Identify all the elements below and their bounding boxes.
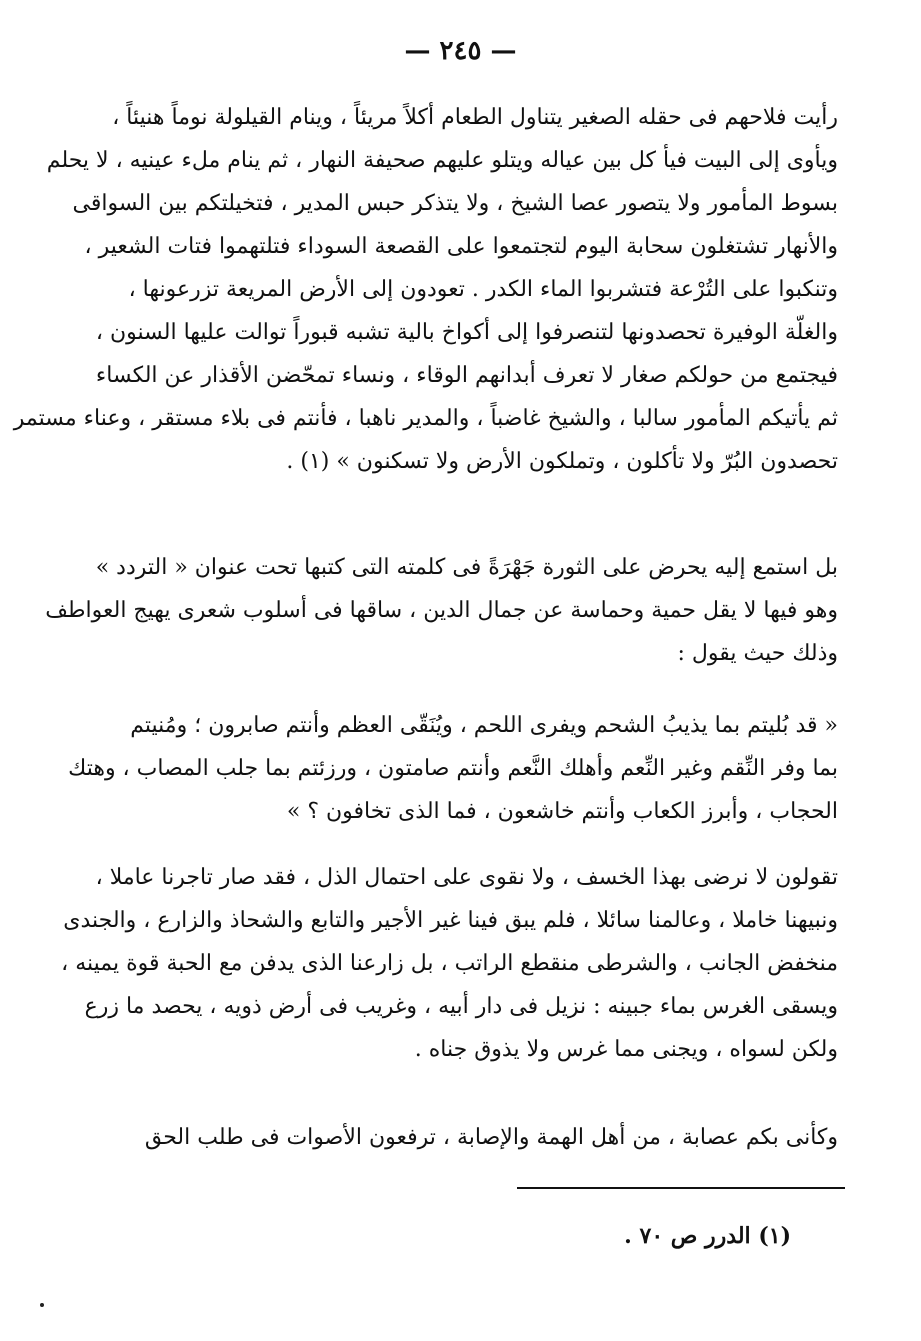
text-line: الحجاب ، وأبرز الكعاب وأنتم خاشعون ، فما الذى تخافون ؟ » bbox=[286, 799, 838, 824]
text-line: ويأوى إلى البيت فيأ كل بين عياله ويتلو عليهم صحيفة النهار ، ثم ينام ملء عينيه ، لا يحلم bbox=[46, 148, 838, 173]
text-line: وتنكبوا على التُرْعة فتشربوا الماء الكدر . تعودون إلى الأرض المريعة تزرعونها ، bbox=[128, 277, 838, 302]
text-line: وهو فيها لا يقل حمية وحماسة عن جمال الدين ، ساقها فى أسلوب شعرى يهيج العواطف bbox=[45, 598, 838, 623]
quote-paragraph bbox=[68, 704, 838, 833]
text-line: والغلّة الوفيرة تحصدونها لتنصرفوا إلى أكواخ بالية تشبه قبوراً توالت عليها السنون ، bbox=[95, 320, 838, 345]
text-line: ونبيهنا خاملا ، وعالمنا سائلا ، فلم يبق فينا غير الأجير والتابع والشحاذ والزارع ، والجندى bbox=[63, 908, 838, 933]
page-number: — ٢٤٥ — bbox=[404, 36, 517, 66]
text-line: وكأنى بكم عصابة ، من أهل الهمة والإصابة ، ترفعون الأصوات فى طلب الحق bbox=[144, 1125, 838, 1150]
text-line: رأيت فلاحهم فى حقله الصغير يتناول الطعام أكلاً مريئاً ، وينام القيلولة نوماً هنيئاً ، bbox=[112, 105, 838, 130]
paragraph-5 bbox=[100, 1116, 838, 1159]
text-line: « قد بُليتم بما يذيبُ الشحم ويفرى اللحم ، ويُنَقّى العظم وأنتم صابرون ؛ ومُنيتم bbox=[130, 713, 838, 738]
text-line: منخفض الجانب ، والشرطى منقطع الراتب ، بل زارعنا الذى يدفن مع الحبة قوة يمينه ، bbox=[61, 951, 838, 976]
text-line: ثم يأتيكم المأمور سالبا ، والشيخ غاضباً ، والمدير ناهبا ، فأنتم فى بلاء مستقر ، وعناء مستمر bbox=[13, 406, 838, 431]
scan-speck bbox=[40, 1303, 44, 1307]
paragraph-2 bbox=[45, 546, 838, 675]
text-line: ويسقى الغرس بماء جبينه : نزيل فى دار أبيه ، وغريب فى أرض ذويه ، يحصد ما زرع bbox=[84, 994, 838, 1019]
text-line: بل استمع إليه يحرض على الثورة جَهْرَةً فى كلمته التى كتبها تحت عنوان « التردد » bbox=[95, 555, 838, 580]
text-line: تقولون لا نرضى بهذا الخسف ، ولا نقوى على احتمال الذل ، فقد صار تاجرنا عاملا ، bbox=[95, 865, 838, 890]
text-line: بسوط المأمور ولا يتصور عصا الشيخ ، ولا يتذكر حبس المدير ، فتخيلتكم بين السواقى bbox=[72, 191, 838, 216]
text-line: تحصدون البُرّ ولا تأكلون ، وتملكون الأرض ولا تسكنون » (١) . bbox=[286, 449, 838, 474]
footnote-divider bbox=[517, 1187, 845, 1189]
footnote: (١) الدرر ص ٧٠ . bbox=[624, 1223, 791, 1249]
paragraph-4 bbox=[61, 856, 838, 1071]
text-line: ولكن لسواه ، ويجنى مما غرس ولا يذوق جناه . bbox=[414, 1037, 838, 1062]
text-line: والأنهار تشتغلون سحابة اليوم لتجتمعوا على القصعة السوداء فتلتهموا فتات الشعير ، bbox=[84, 234, 838, 259]
text-line: فيجتمع من حولكم صغار لا تعرف أبدانهم الوقاء ، ونساء تمحّضن الأقذار عن الكساء bbox=[95, 363, 838, 388]
text-line: بما وفر النِّقم وغير النِّعم وأهلك النَّعم وأنتم صامتون ، ورزئتم بما جلب المصاب ، وهتك bbox=[68, 756, 838, 781]
text-line: وذلك حيث يقول : bbox=[677, 641, 838, 666]
paragraph-1 bbox=[13, 96, 838, 483]
